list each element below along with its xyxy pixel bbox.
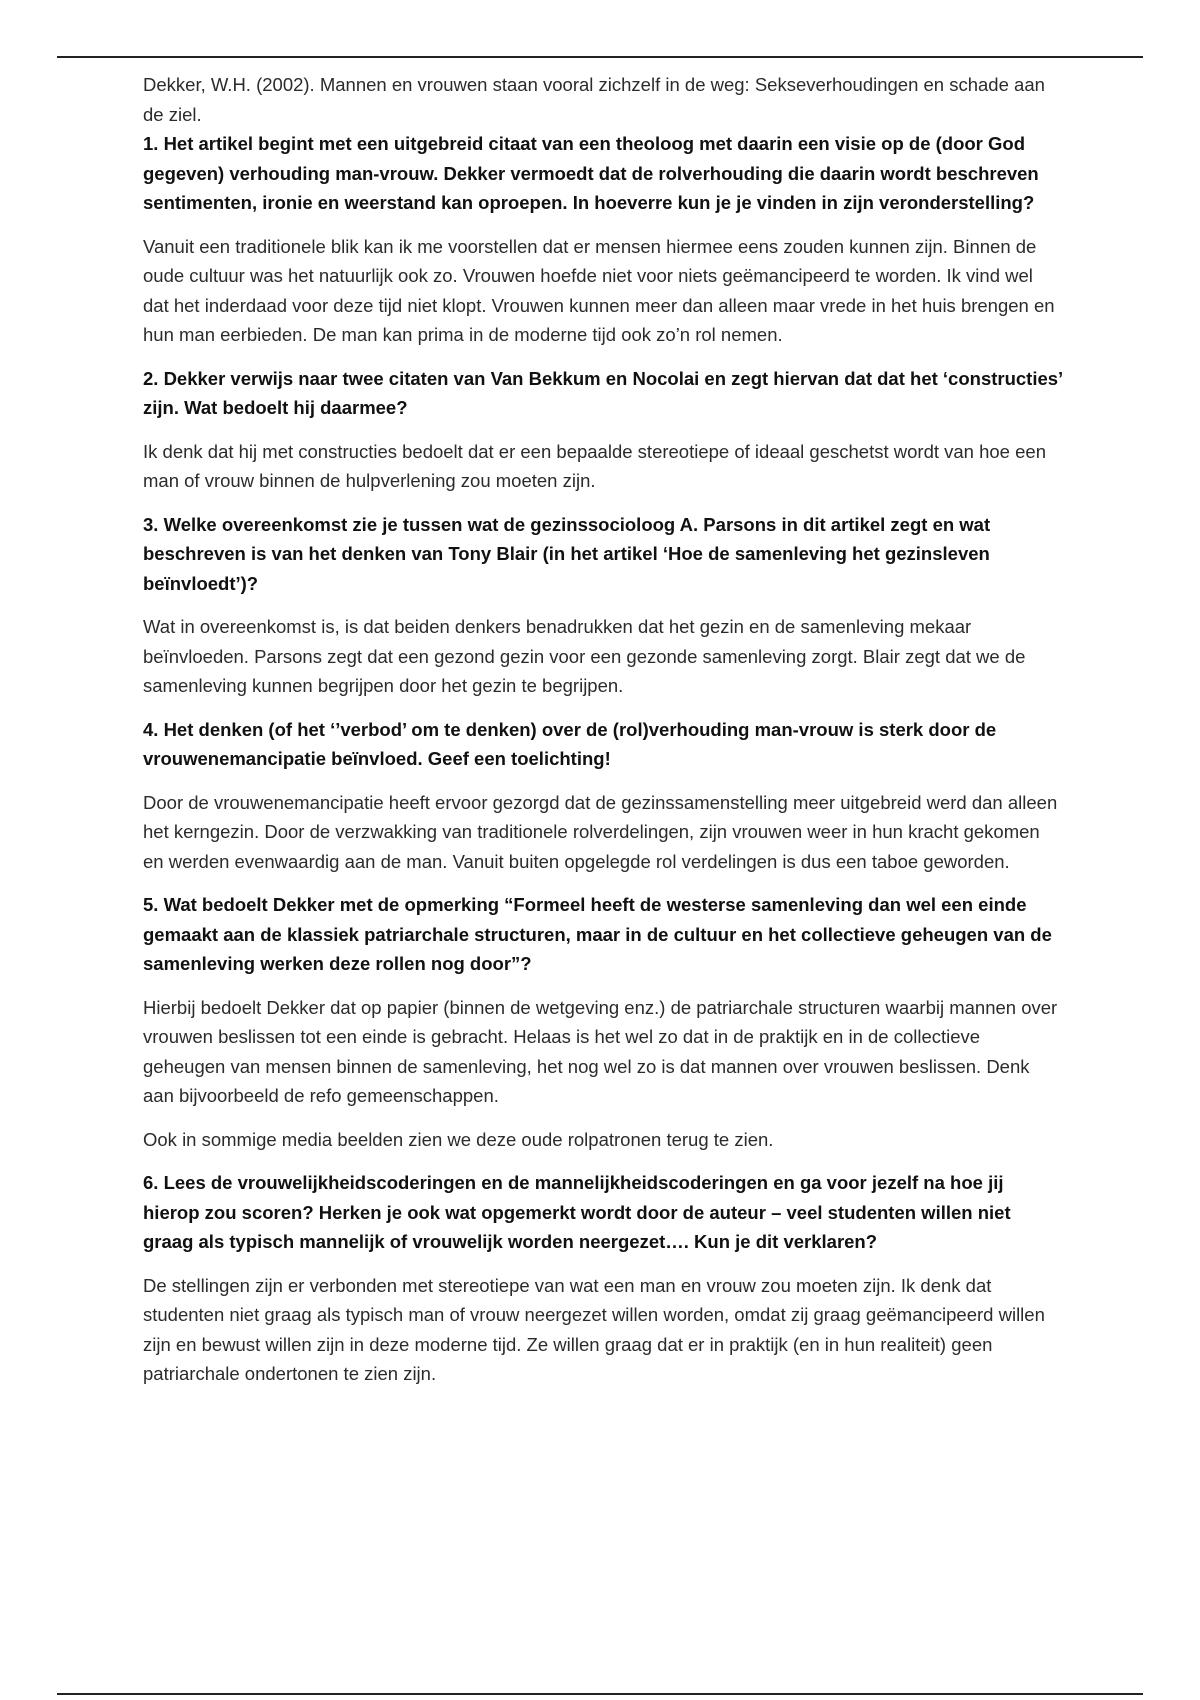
question-4: 4. Het denken (of het ‘’verbod’ om te denken) over de (rol)verhouding man-vrouw is sterk door de vrouwenemancipatie beïnvloed. Geef een toelichting! <box>143 718 997 769</box>
section-1 <box>143 129 1063 350</box>
section-3 <box>143 510 1063 701</box>
answer-6: De stellingen zijn er verbonden met stereotiepe van wat een man en vrouw zou moeten zijn. Ik denk dat studenten niet graag als typisch man of vrouw neergezet willen worden, omdat zij graag geëmancipeerd willen zijn en bewust willen zijn in deze moderne tijd. Ze willen graag dat er in praktijk (en in hun realiteit) geen patriarchale ondertonen te zien zijn. <box>143 1274 1045 1384</box>
question-1: 1. Het artikel begint met een uitgebreid citaat van een theoloog met daarin een visie op de (door God gegeven) verhouding man-vrouw. Dekker vermoedt dat de rolverhouding die daarin wordt beschreven sentimenten, ironie en weerstand kan oproepen. In hoeverre kun je je vinden in zijn veronderstelling? <box>143 133 1039 213</box>
answer-2: Ik denk dat hij met constructies bedoelt dat er een bepaalde stereotiepe of ideaal geschetst wordt van hoe een man of vrouw binnen de hulpverlening zou moeten zijn. <box>143 440 1046 491</box>
section-6 <box>143 1168 1063 1389</box>
answer-5a: Hierbij bedoelt Dekker dat op papier (binnen de wetgeving enz.) de patriarchale structuren waarbij mannen over vrouwen beslissen tot een einde is gebracht. Helaas is het wel zo dat in de praktijk en in de collectieve geheugen van mensen binnen de samenleving, het nog wel zo is dat mannen over vrouwen beslissen. Denk aan bijvoorbeeld de refo gemeenschappen. <box>143 996 1058 1106</box>
header-rule <box>57 56 1143 58</box>
question-6: 6. Lees de vrouwelijkheidscoderingen en de mannelijkheidscoderingen en ga voor jezelf na hoe jij hierop zou scoren? Herken je ook wat opgemerkt wordt door de auteur – veel studenten willen niet graag als typisch mannelijk of vrouwelijk worden neergezet…. Kun je dit verklaren? <box>143 1172 1011 1252</box>
answer-3: Wat in overeenkomst is, is dat beiden denkers benadrukken dat het gezin en de samenleving mekaar beïnvloeden. Parsons zegt dat een gezond gezin voor een gezonde samenleving zorgt. Blair zegt dat we de samenleving kunnen begrijpen door het gezin te begrijpen. <box>143 616 1026 696</box>
footer-rule <box>57 1693 1143 1695</box>
document-heading: Dekker, W.H. (2002). Mannen en vrouwen staan vooral zichzelf in de weg: Sekseverhoudingen en schade aan de ziel. <box>143 74 1045 125</box>
question-2: 2. Dekker verwijs naar twee citaten van Van Bekkum en Nocolai en zegt hiervan dat dat het ‘constructies’ zijn. Wat bedoelt hij daarmee? <box>143 367 1063 418</box>
document-body <box>143 70 1063 1403</box>
answer-4: Door de vrouwenemancipatie heeft ervoor gezorgd dat de gezinssamenstelling meer uitgebreid werd dan alleen het kerngezin. Door de verzwakking van traditionele rolverdelingen, zijn vrouwen weer in hun kracht gekomen en werden evenwaardig aan de man. Vanuit buiten opgelegde rol verdelingen is dus een taboe geworden. <box>143 791 1058 872</box>
question-3: 3. Welke overeenkomst zie je tussen wat de gezinssocioloog A. Parsons in dit artikel zegt en wat beschreven is van het denken van Tony Blair (in het artikel ‘Hoe de samenleving het gezinsleven beïnvloedt’)? <box>143 513 991 594</box>
question-5: 5. Wat bedoelt Dekker met de opmerking “Formeel heeft de westerse samenleving dan wel een einde gemaakt aan de klassiek patriarchale structuren, maar in de cultuur en het collectieve geheugen van de samenleving werken deze rollen nog door”? <box>143 894 1052 974</box>
answer-5b: Ook in sommige media beelden zien we deze oude rolpatronen terug te zien. <box>143 1128 774 1150</box>
section-4 <box>143 715 1063 877</box>
section-2 <box>143 364 1063 496</box>
section-5 <box>143 890 1063 1154</box>
answer-1: Vanuit een traditionele blik kan ik me voorstellen dat er mensen hiermee eens zouden kunnen zijn. Binnen de oude cultuur was het natuurlijk ook zo. Vrouwen hoefde niet voor niets geëmancipeerd te worden. Ik vind wel dat het inderdaad voor deze tijd niet klopt. Vrouwen kunnen meer dan alleen maar vrede in het huis brengen en hun man eerbieden. De man kan prima in de moderne tijd ook zo’n rol nemen. <box>143 235 1055 345</box>
